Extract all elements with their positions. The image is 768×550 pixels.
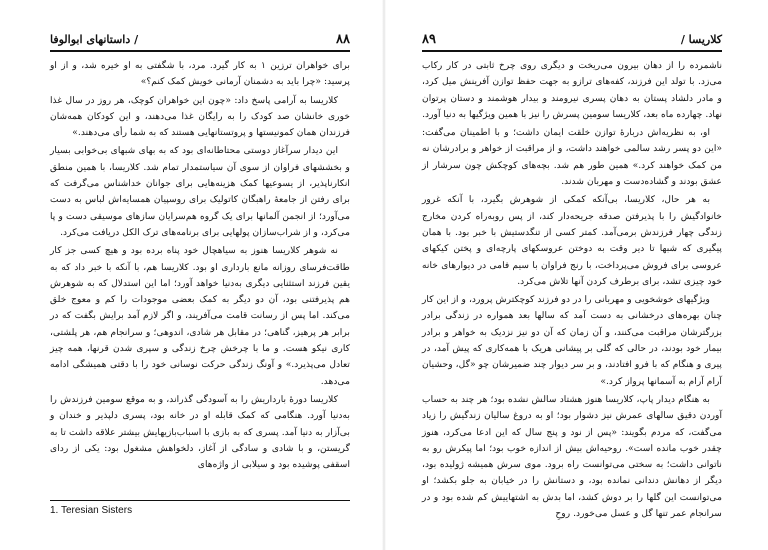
header-rule	[50, 50, 350, 52]
running-title: / داستانهای ابوالوفا	[50, 32, 139, 46]
right-page-body	[422, 58, 722, 524]
paragraph: به هر حال، کلاریسا، بی‌آنکه کمکی از شوهرش بگیرد، با آنکه غرور خانوادگیش را با پذیرفتن صدقه جریحه‌دار کند، از پس روبه‌راه کردن مخارج زندگی چهار فرزندش برمی‌آمد. کمتر کسی از تنگدستیش با خبر بود. با همان پیگیری که شبها تا دیر وقت به دوختن عروسکهای پارچه‌ای و پختن کیکهای عروسی برای فروش می‌پرداخت، با رنج فراوان با سیم فامی در دیوارهای خانه خود چیزی تشد، برای برطرف کردن آنها تلاش می‌کرد.	[422, 194, 722, 287]
page-number: ۸۸	[336, 31, 350, 47]
paragraph: کلاریسا به آرامی پاسخ داد: «چون این خواهران کوچک، هر روز در سال غذا خوری خانشان صد کودک را به رایگان غذا می‌دهند، و این کودکان همه‌شان فرزندان همان کمونیستها و پروتستانهایی هستند که به شما رأی می‌دهند.»	[50, 94, 350, 139]
paragraph: به هنگام دیدار پاپ، کلاریسا هنوز هشتاد سالش نشده بود؛ هر چند به حساب آوردن دقیق سالهای عمرش نیز دشوار بود؛ او به دروغ سالیان زندگیش را زیاد می‌گفت، که مردم بگویند: «پس از نود و پنج سال که این ادعا می‌کرد، هنوز چقدر خوب مانده است». روحیه‌اش بیش از اندازه خوب بود؛ اما پیکرش رو به ناتوانی داشت؛ به سختی می‌توانست راه برود. موی سرش همیشه ژولیده بود، دیگر از دهانش دندانی نمانده بود، و دستانش را در خیابان به جلو بکشد؛ او می‌توانست این گلها را بر دوش کشد، اما بدش به اشتهاییش کم شده بود و در سرانجام عمر تنها گل و عسل می‌خورد. روحِ	[422, 393, 722, 520]
footnote: 1. Teresian Sisters	[50, 505, 133, 516]
header-rule	[422, 50, 722, 52]
paragraph: او، به نظریه‌اش دربارهٔ توازن خلقت ایمان داشت؛ و با اطمینان می‌گفت: «این دو پسر رشد سالمی خواهند داشت، و از مراقبت از خواهر و برادرشان نه من کمک خواهند کرد.» همین طور هم شد. بچه‌های کوچکش چون سرشار از عشق بودند و گشاده‌دست و مهربان شدند.	[422, 127, 722, 188]
left-page-body	[50, 58, 350, 475]
paragraph: کلاریسا دورهٔ بارداریش را به آسودگی گذراند، و به موقع سومین فرزندش را به‌دنیا آورد. هنگامی که کمک قابله او در خانه بود، پسری دلپذیر و خندان و بی‌آزار به دنیا آمد. پسری که به بازی با اسباب‌بازیهایش بیشتر علاقه داشت تا به گریستن، و با شادی و سادگی از آغاز، دلخواهش مشغول بود: یکی از ردای اسقفی پوشیده بود و سیلابی از واژه‌های	[50, 393, 350, 471]
paragraph: این دیدار سرآغاز دوستی محتاطانه‌ای بود که به بهای شبهای بی‌خوابی بسیار و بخششهای فراوان از سوی آن سیاستمدار تمام شد. کلاریسا، با همین منطق انکارناپذیر، از یسوعیها کمک هزینه‌هایی برای جوانان خداشناس می‌گرفت که برای رفتن از جامعهٔ راهبگان کاتولیک برای روسپیان همسایه‌اش لباس به دست می‌آورد؛ از انجمن آلمانها برای یک گروه هم‌سرایان سازهای موسیقی دست و پا می‌کرد، و از شراب‌سازان پولهایی برای برنامه‌های ترک الکل دریافت می‌کرد.	[50, 145, 350, 238]
right-page-header	[422, 30, 722, 48]
right-page	[384, 0, 768, 550]
paragraph: نه شوهر کلاریسا هنوز به سیاهچال خود پناه برده بود و هیچ کسی جز کار طاقت‌فرسای روزانه مانع بارداری او بود. کلاریسا هم، با آنکه با خبر داد که به یقین فرزند استثنایی دیگری به‌دنیا خواهد آورد؛ اما این استدلال که به شوهرش هم پذیرفتنی بود، آن دو دیگر به کمک بعضی موجودات را کم و معوج خلق می‌کند. اما پس از رسانت قامت می‌آفریند، و اگر لازم آمد برایش بگفت که در برابر هر پرهیز، گناهی؛ در مقابل هر شادی، اندوهی؛ و سرانجام هم، هر پلشتی، کاری نیکو هست. و ما با چرخش چرخ زندگی و سپری شدن قرنها، همه چیز تعادل می‌پذیرد.» و آونگ زندگی حرکت نوسانی خود را با دقتی همیشگی ادامه می‌دهد.	[50, 245, 350, 387]
running-title: کلاریسا /	[680, 32, 722, 46]
footnote-rule	[50, 500, 350, 501]
paragraph: برای خواهران ترزین ۱ به کار گیرد. مرد، با شگفتی به او خیره شد، و از او پرسید: «چرا باید به دشمنان آرمانی خویش کمک کنم؟»	[50, 60, 350, 88]
paragraph: ویژگیهای خوشخویی و مهربانی را در دو فرزند کوچکترش پرورد، و از این کار چنان بهره‌های درخشانی به دست آمد که سالها بعد همواره در زندگی برادر بزرگترشان مراقبت می‌کنند، و آن زمان که آن دو نیز نزدیک به خواهر و برادر بیمار خود بودند، در حالی که گلی بر پیشانی هریک با همه‌کاری که پیش آمد، در پیری و هنگام که با فرو افتادند، و بر سر دیوار چند ضمیرشان چو «گل، وحشیان آرام آرام به آسمانها پرواز کرد.»	[422, 294, 722, 387]
paragraph: ناشمرده را از دهان بیرون می‌ریخت و دیگری روی چرخ ثابتی در کار رکاب می‌زد. با تولد این فرزند، کفه‌های ترازو به جهت حفظ توازن آفرینش میل کرد، و مادر دلشاد پستان به دهان پسری نیرومند و بیدار هوشمند و دستان پرتوان نهاد. چهارده ماه بعد، کلاریسا سومین پسرش را نیز با همین ویژگیها به دنیا آورد.	[422, 60, 722, 120]
left-page-header	[50, 30, 350, 48]
page-number: ۸۹	[422, 31, 436, 47]
